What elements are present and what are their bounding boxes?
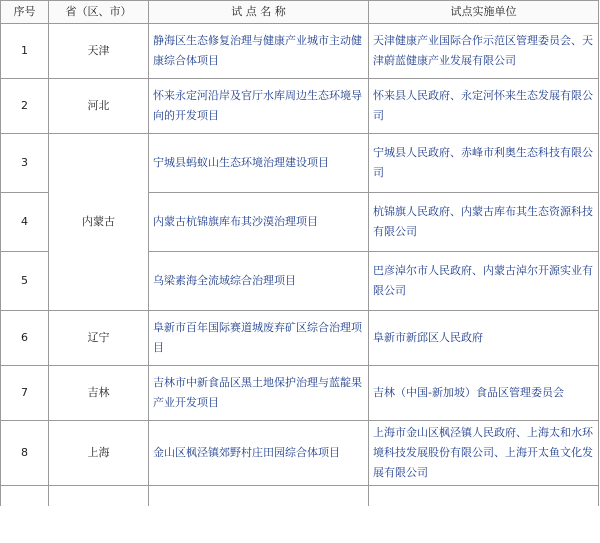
row-implementing-unit: 阜新市新邱区人民政府 [369, 311, 599, 366]
row-project-name: 吉林市中新食品区黑土地保护治理与蓝靛果产业开发项目 [149, 366, 369, 421]
row-no: 1 [1, 24, 49, 79]
table-row [1, 311, 599, 366]
row-project-name: 金山区枫泾镇郊野村庄田园综合体项目 [149, 421, 369, 486]
row-implementing-unit: 巴彦淖尔市人民政府、内蒙古淖尔开源实业有限公司 [369, 252, 599, 311]
row-implementing-unit: 宁城县人民政府、赤峰市利奥生态科技有限公司 [369, 134, 599, 193]
row-project-name: 内蒙古杭锦旗库布其沙漠治理项目 [149, 193, 369, 252]
row-no: 3 [1, 134, 49, 193]
header-no: 序号 [1, 1, 49, 24]
row-no: 8 [1, 421, 49, 486]
table-row [1, 24, 599, 79]
row-no: 7 [1, 366, 49, 421]
row-province: 上海 [49, 421, 149, 486]
header-province: 省（区、市） [49, 1, 149, 24]
table-row [1, 134, 599, 193]
row-project-name: 怀来永定河沿岸及官厅水库周边生态环境导向的开发项目 [149, 79, 369, 134]
row-project-name: 宁城县蚂蚁山生态环境治理建设项目 [149, 134, 369, 193]
row-province: 辽宁 [49, 311, 149, 366]
table-row [1, 366, 599, 421]
header-project-name: 试 点 名 称 [149, 1, 369, 24]
row-no: 6 [1, 311, 49, 366]
row-implementing-unit: 怀来县人民政府、永定河怀来生态发展有限公司 [369, 79, 599, 134]
header-implementing-unit: 试点实施单位 [369, 1, 599, 24]
row-no: 2 [1, 79, 49, 134]
table-row [1, 421, 599, 486]
table-row [1, 79, 599, 134]
row-project-name: 乌梁素海全流域综合治理项目 [149, 252, 369, 311]
row-no: 4 [1, 193, 49, 252]
row-implementing-unit: 天津健康产业国际合作示范区管理委员会、天津蔚蓝健康产业发展有限公司 [369, 24, 599, 79]
row-no: 5 [1, 252, 49, 311]
row-province: 河北 [49, 79, 149, 134]
row-province: 内蒙古 [49, 134, 149, 311]
row-province: 吉林 [49, 366, 149, 421]
row-province: 天津 [49, 24, 149, 79]
row-project-name: 阜新市百年国际赛道城废弃矿区综合治理项目 [149, 311, 369, 366]
row-implementing-unit: 吉林（中国-新加坡）食品区管理委员会 [369, 366, 599, 421]
table-header-row [1, 1, 599, 24]
table-row-cutoff [1, 486, 599, 507]
row-project-name: 静海区生态修复治理与健康产业城市主动健康综合体项目 [149, 24, 369, 79]
row-implementing-unit: 杭锦旗人民政府、内蒙古库布其生态资源科技有限公司 [369, 193, 599, 252]
row-implementing-unit: 上海市金山区枫泾镇人民政府、上海太和水环境科技发展股份有限公司、上海开太鱼文化发展有限公司 [369, 421, 599, 486]
